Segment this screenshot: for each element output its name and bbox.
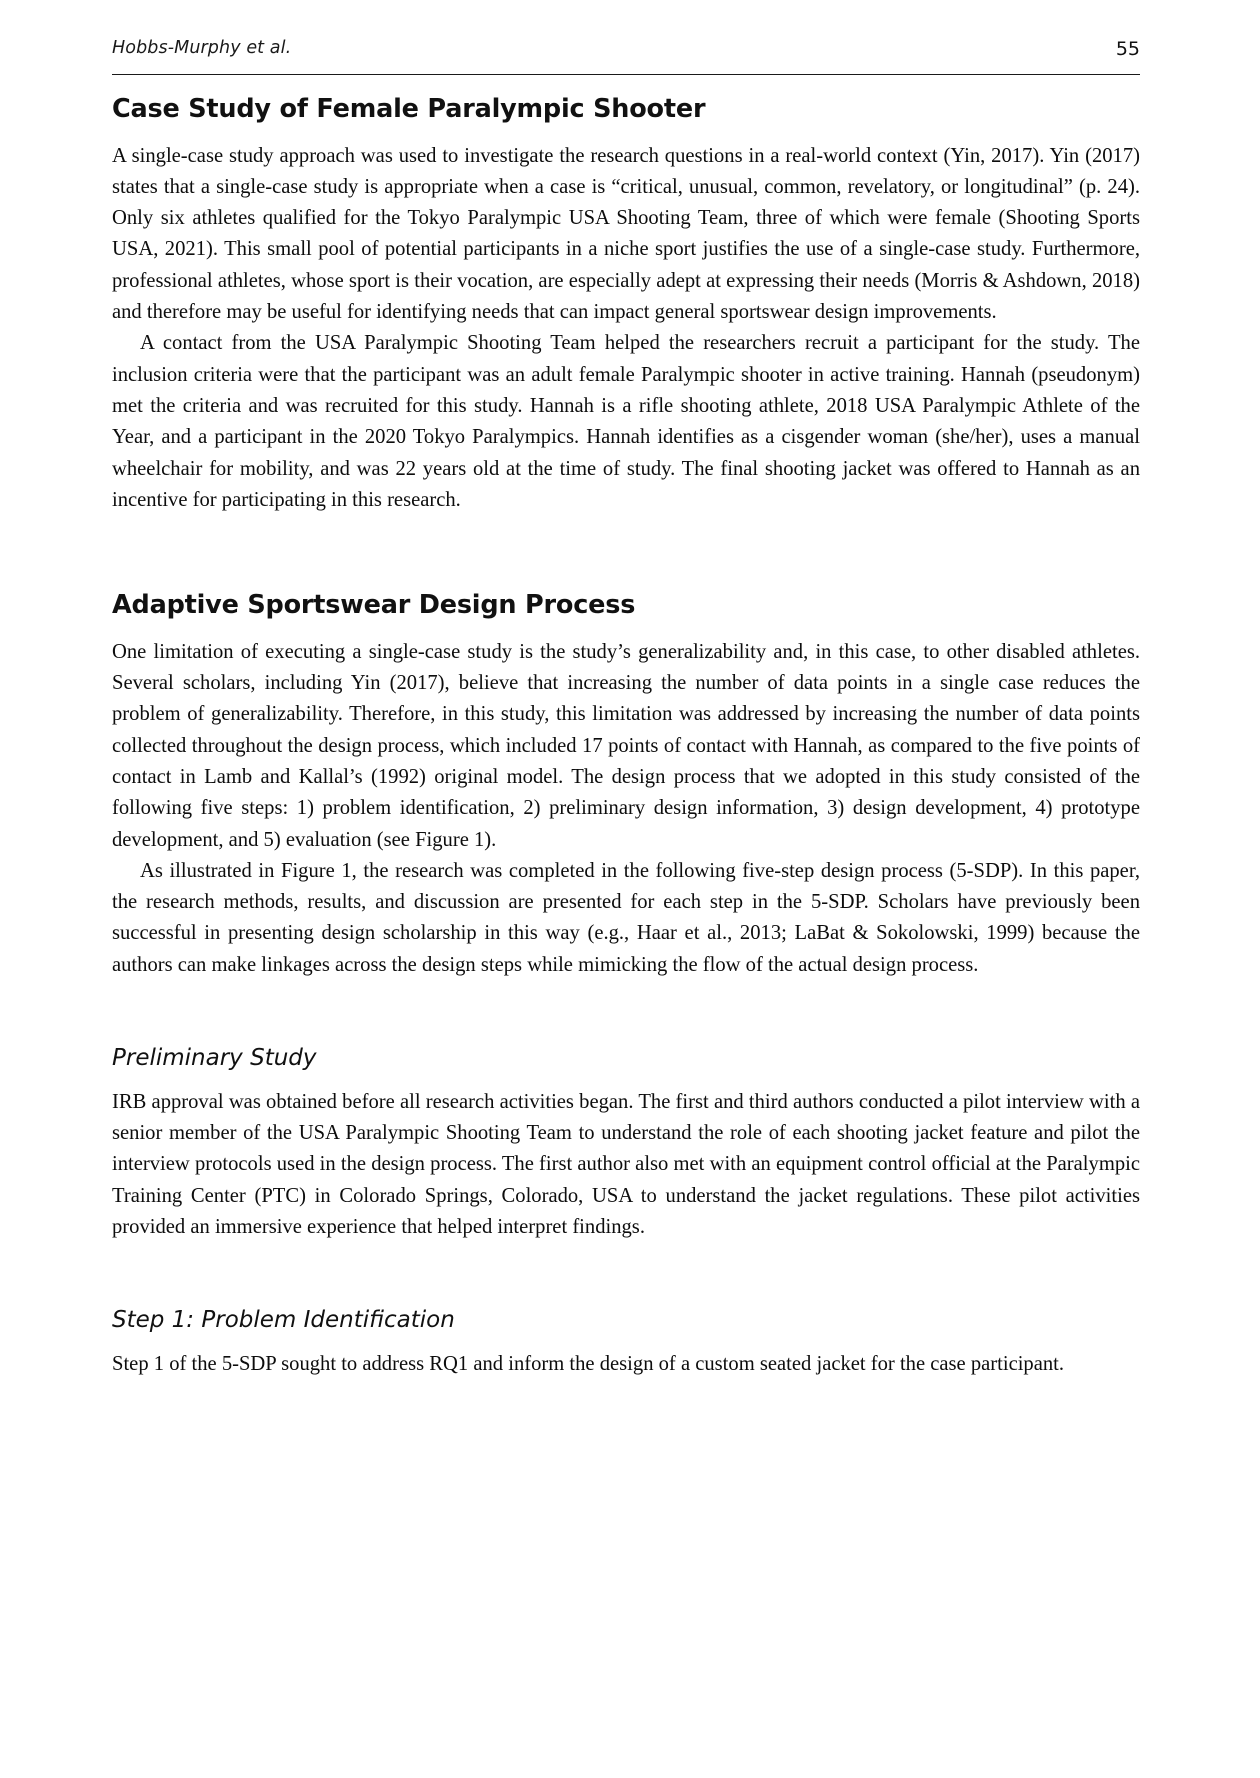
running-head [112,38,1140,94]
paragraph-design-process-2: As illustrated in Figure 1, the research was completed in the following five-step design process (5-SDP). In this paper, the research methods, results, and discussion are presented for each step in the 5-SDP. Scholars have previously been successful in presenting design scholarship in this way (e.g., Haar et al., 2013; LaBat & Sokolowski, 1999) because the authors can make linkages across the design steps while mimicking the flow of the actual design process. [112,859,1140,976]
section-preliminary-study [112,1045,1140,1243]
subsection-spacer-2 [112,1243,1140,1307]
paragraph-design-process-1: One limitation of executing a single-case study is the study’s generalizability and, in this case, to other disabled athletes. Several scholars, including Yin (2017), believe that increasing the number of data points in a single case reduces the problem of generalizability. Therefore, in this study, this limitation was addressed by increasing the number of data points collected throughout the design process, which included 17 points of contact with Hannah, as compared to the five points of contact in Lamb and Kallal’s (1992) original model. The design process that we adopted in this study consisted of the following five steps: 1) problem identification, 2) preliminary design information, 3) design development, 4) prototype development, and 5) evaluation (see Figure 1). [112,640,1140,851]
paragraph-case-study-1: A single-case study approach was used to investigate the research questions in a real-world context (Yin, 2017). Yin (2017) states that a single-case study is appropriate when a case is “critical, unusual, common, revelatory, or longitudinal” (p. 24). Only six athletes qualified for the Tokyo Paralympic USA Shooting Team, three of which were female (Shooting Sports USA, 2021). This small pool of potential participants in a niche sport justifies the use of a single-case study. Furthermore, professional athletes, whose sport is their vocation, are especially adept at expressing their needs (Morris & Ashdown, 2018) and therefore may be useful for identifying needs that can impact general sportswear design improvements. [112,144,1140,324]
subsection-heading-preliminary-study: Preliminary Study [112,1045,317,1072]
section-step-1 [112,1307,1140,1380]
section-heading-case-study: Case Study of Female Paralympic Shooter [112,94,706,124]
paragraph-preliminary-study-1: IRB approval was obtained before all research activities began. The first and third authors conducted a pilot interview with a senior member of the USA Paralympic Shooting Team to understand the role of each shooting jacket feature and pilot the interview protocols used in the design process. The first author also met with an equipment control official at the Paralympic Training Center (PTC) in Colorado Springs, Colorado, USA to understand the jacket regulations. These pilot activities provided an immersive experience that helped interpret findings. [112,1090,1140,1238]
page-content-column [112,0,1140,1380]
header-rule-divider [112,74,1140,75]
paragraph-case-study-2: A contact from the USA Paralympic Shooting Team helped the researchers recruit a participant for the study. The inclusion criteria were that the participant was an adult female Paralympic shooter in active training. Hannah (pseudonym) met the criteria and was recruited for this study. Hannah is a rifle shooting athlete, 2018 USA Paralympic Athlete of the Year, and a participant in the 2020 Tokyo Paralympics. Hannah identifies as a cisgender woman (she/her), uses a manual wheelchair for mobility, and was 22 years old at the time of study. The final shooting jacket was offered to Hannah as an incentive for participating in this research. [112,332,1140,511]
section-design-process [112,590,1140,981]
paragraph-step-1-1: Step 1 of the 5-SDP sought to address RQ1 and inform the design of a custom seated jacket for the case participant. [112,1352,1065,1375]
page-number: 55 [1115,38,1140,60]
subsection-spacer-1 [112,981,1140,1045]
section-case-study [112,94,1140,516]
section-heading-design-process: Adaptive Sportswear Design Process [112,590,636,621]
section-spacer [112,516,1140,590]
running-head-author: Hobbs-Murphy et al. [112,38,292,58]
subsection-heading-step-1: Step 1: Problem Identification [112,1307,455,1334]
